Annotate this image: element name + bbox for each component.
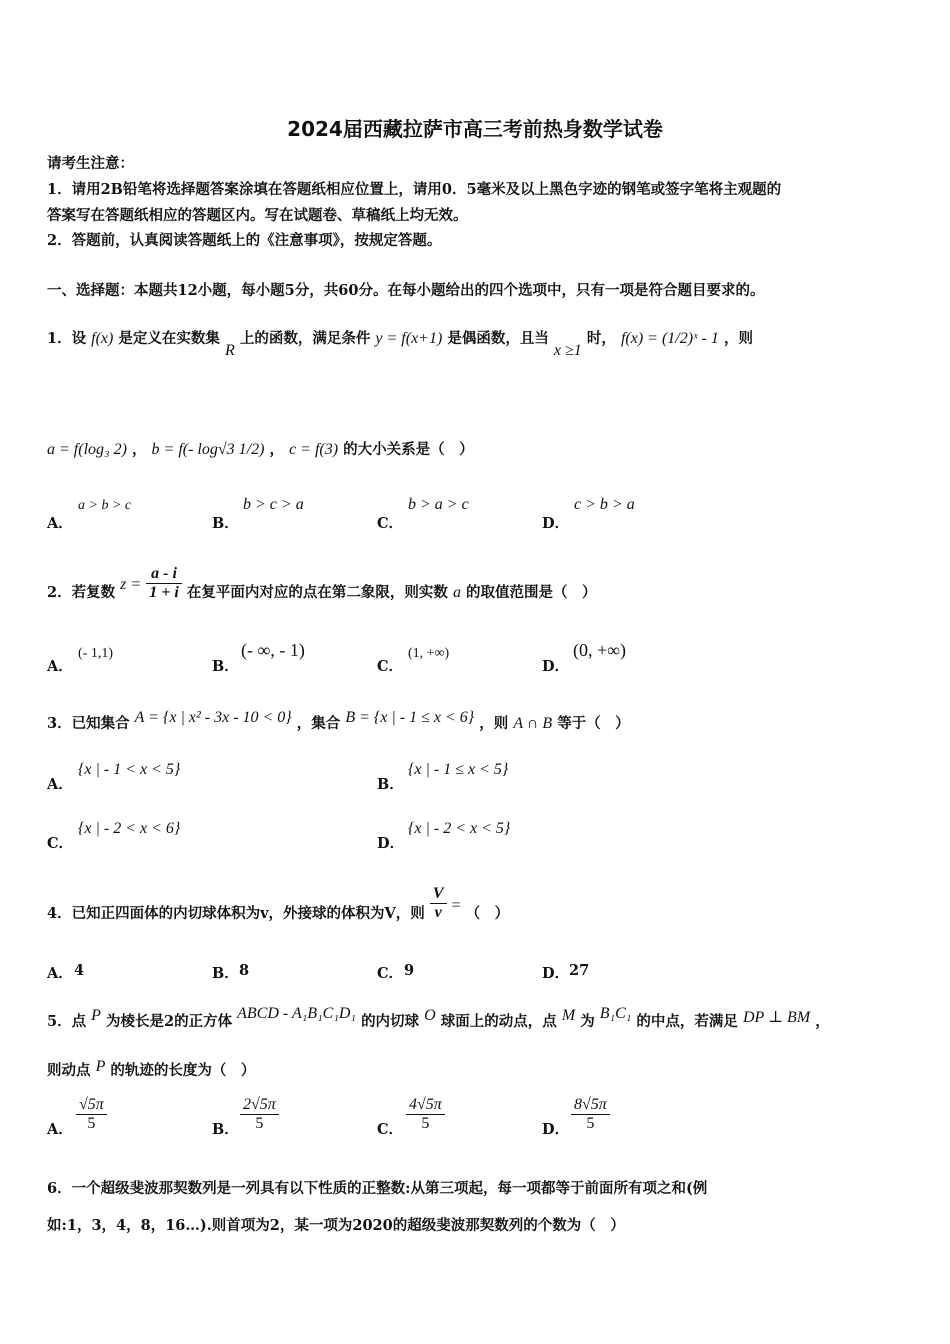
q5-option-a-den: 5 — [87, 1115, 96, 1132]
q5-text: 为 — [580, 1013, 595, 1030]
q1-text: ，则 — [723, 330, 753, 347]
q2-math-a: a — [452, 584, 461, 601]
q5-text: 为棱长是2的正方体 — [106, 1013, 233, 1030]
question-3 — [47, 709, 630, 733]
q5-text: 5．点 — [47, 1013, 87, 1030]
q5-math-P: P — [91, 1007, 101, 1024]
exam-title: 2024届西藏拉萨市高三考前热身数学试卷 — [287, 117, 663, 141]
q4-numerator: V — [430, 885, 447, 904]
q5-option-d-label: D． — [542, 1121, 570, 1138]
q3-option-b-label: B． — [377, 776, 404, 793]
q3-option-d: {x | - 2 < x < 5} — [408, 820, 511, 837]
q5-text: ， — [815, 1013, 830, 1030]
q5-text: 的轨迹的长度为（ ） — [110, 1062, 256, 1079]
question-6-line-1: 6．一个超级斐波那契数列是一列具有以下性质的正整数:从第三项起，每一项都等于前面所有项之和(例 — [47, 1180, 708, 1197]
q3-option-b: {x | - 1 ≤ x < 5} — [408, 761, 509, 778]
q4-text: 4．已知正四面体的内切球体积为v，外接球的体积为V，则 — [47, 905, 425, 922]
q5-text: 球面上的动点，点 — [440, 1013, 557, 1030]
q5-math-O: O — [424, 1007, 436, 1024]
q1-option-b-label: B． — [212, 515, 239, 532]
q5-option-c-den: 5 — [421, 1115, 430, 1132]
q2-option-d-label: D． — [542, 658, 570, 675]
q5-option-d-den: 5 — [586, 1115, 595, 1132]
q2-option-d: (0, +∞) — [573, 640, 626, 660]
q5-option-b-den: 5 — [255, 1115, 264, 1132]
q2-option-c-label: C． — [377, 658, 404, 675]
notice-line-3: 2．答题前，认真阅读答题纸上的《注意事项》，按规定答题。 — [47, 232, 442, 249]
q5-option-c-label: C． — [377, 1121, 404, 1138]
q5-option-d — [571, 1096, 610, 1133]
q2-text: 2．若复数 — [47, 584, 116, 601]
q5-option-b-label: B． — [212, 1121, 239, 1138]
q5-option-a-label: A． — [47, 1121, 73, 1138]
q1-option-d: c > b > a — [574, 496, 635, 513]
q1-math-c: c = f(3) — [289, 441, 339, 458]
q1-option-b: b > c > a — [243, 496, 304, 513]
q3-intersection: A ∩ B — [513, 715, 553, 732]
q2-option-c: (1, +∞) — [408, 646, 450, 661]
q5-option-a-num: √5π — [76, 1096, 107, 1115]
q1-math-x: x ≥1 — [553, 342, 582, 359]
q1-option-a-label: A． — [47, 515, 73, 532]
q5-option-b-num: 2√5π — [240, 1096, 279, 1115]
q5-math-cond: DP ⊥ BM — [742, 1009, 811, 1026]
q1-text: 是偶函数，且当 — [447, 330, 549, 347]
q1-text: ， — [131, 441, 147, 458]
question-4 — [47, 884, 510, 923]
q1-text: 时， — [586, 330, 616, 347]
q5-math-P2: P — [95, 1058, 106, 1075]
notice-line-2: 答案写在答题纸相应的答题区内。写在试题卷、草稿纸上均无效。 — [47, 207, 468, 224]
q3-set-A: A = {x | x² - 3x - 10 < 0} — [134, 709, 292, 726]
notice-heading: 请考生注意： — [47, 155, 134, 172]
q5-option-c-num: 4√5π — [406, 1096, 445, 1115]
q5-text: 的中点，若满足 — [636, 1013, 738, 1030]
question-2 — [47, 564, 597, 602]
q4-equals: = — [451, 897, 461, 914]
question-1-line-2 — [47, 438, 474, 459]
q4-option-b: 8 — [239, 962, 250, 979]
q1-text: ， — [269, 441, 284, 458]
q2-option-a-label: A． — [47, 658, 73, 675]
question-6-line-2: 如:1，3，4，8，16…).则首项为2，某一项为2020的超级斐波那契数列的个数为（ ） — [47, 1217, 625, 1234]
q5-math-M: M — [561, 1007, 576, 1024]
q3-option-d-label: D． — [377, 835, 405, 852]
q4-option-a: 4 — [74, 962, 85, 979]
q1-math-y: y = f(x+1) — [375, 330, 443, 347]
q2-option-b-label: B． — [212, 658, 239, 675]
q2-text: 在复平面内对应的点在第二象限，则实数 — [186, 584, 448, 601]
q5-text: 则动点 — [47, 1062, 91, 1079]
q1-math-a: a = f(log₃ 2) — [47, 441, 127, 458]
q5-math-cube: ABCD - A₁B₁C₁D₁ — [237, 1005, 356, 1022]
q3-option-c-label: C． — [47, 835, 74, 852]
q1-text: 1．设 — [47, 330, 87, 347]
q1-option-a: a > b > c — [78, 498, 132, 513]
q3-option-a-label: A． — [47, 776, 73, 793]
q5-option-c — [406, 1096, 445, 1133]
q2-option-a: (- 1,1) — [78, 646, 113, 661]
q2-text: 的取值范围是（ ） — [466, 584, 597, 601]
q1-math-R: R — [224, 342, 235, 359]
q3-text: ，则 — [479, 715, 509, 732]
q3-text: 3．已知集合 — [47, 715, 130, 732]
q4-fraction — [430, 885, 447, 922]
q1-option-c-label: C． — [377, 515, 404, 532]
q5-option-d-num: 8√5π — [571, 1096, 610, 1115]
q1-text: 上的函数，满足条件 — [239, 330, 371, 347]
question-1-line-1 — [47, 327, 753, 359]
q3-set-B: B = {x | - 1 ≤ x < 6} — [345, 709, 475, 726]
q5-option-b — [240, 1096, 279, 1133]
q1-option-c: b > a > c — [408, 496, 469, 513]
q2-denominator: 1 + i — [149, 583, 179, 601]
q1-option-d-label: D． — [542, 515, 570, 532]
q4-option-c-label: C． — [377, 965, 404, 982]
q4-option-d-label: D． — [542, 965, 570, 982]
notice-line-1: 1．请用2B铅笔将选择题答案涂填在答题纸相应位置上，请用0．5毫米及以上黑色字迹的钢笔或签字笔将主观题的 — [47, 181, 782, 198]
q4-option-d: 27 — [569, 962, 590, 979]
question-5-line-1 — [47, 1005, 830, 1031]
q4-option-a-label: A． — [47, 965, 73, 982]
q1-text: 的大小关系是（ ） — [343, 441, 474, 458]
q2-fraction — [146, 565, 182, 602]
q2-math-z: z = — [120, 576, 142, 593]
q1-math-f-def: f(x) = (1/2)ˣ - 1 — [620, 330, 719, 347]
q3-text: 等于（ ） — [557, 715, 630, 732]
q4-option-c: 9 — [404, 962, 415, 979]
q3-text: ，集合 — [296, 715, 341, 732]
q4-option-b-label: B． — [212, 965, 239, 982]
q2-numerator: a - i — [146, 565, 182, 584]
q1-math-b: b = f(- log√3 1/2) — [151, 441, 265, 458]
question-5-line-2 — [47, 1059, 255, 1080]
q5-text: 的内切球 — [361, 1013, 420, 1030]
q4-denominator: v — [434, 903, 442, 921]
q1-math-fx: f(x) — [91, 330, 114, 347]
q5-option-a — [76, 1096, 107, 1133]
q1-text: 是定义在实数集 — [118, 330, 220, 347]
q3-option-a: {x | - 1 < x < 5} — [78, 761, 181, 778]
q2-option-b: (- ∞, - 1) — [241, 640, 305, 660]
q3-option-c: {x | - 2 < x < 6} — [78, 820, 181, 837]
q5-math-B1C1: B₁C₁ — [599, 1005, 632, 1022]
section-heading: 一、选择题：本题共12小题，每小题5分，共60分。在每小题给出的四个选项中，只有一项是符合题目要求的。 — [47, 282, 765, 299]
q4-paren: （ ） — [465, 905, 510, 922]
